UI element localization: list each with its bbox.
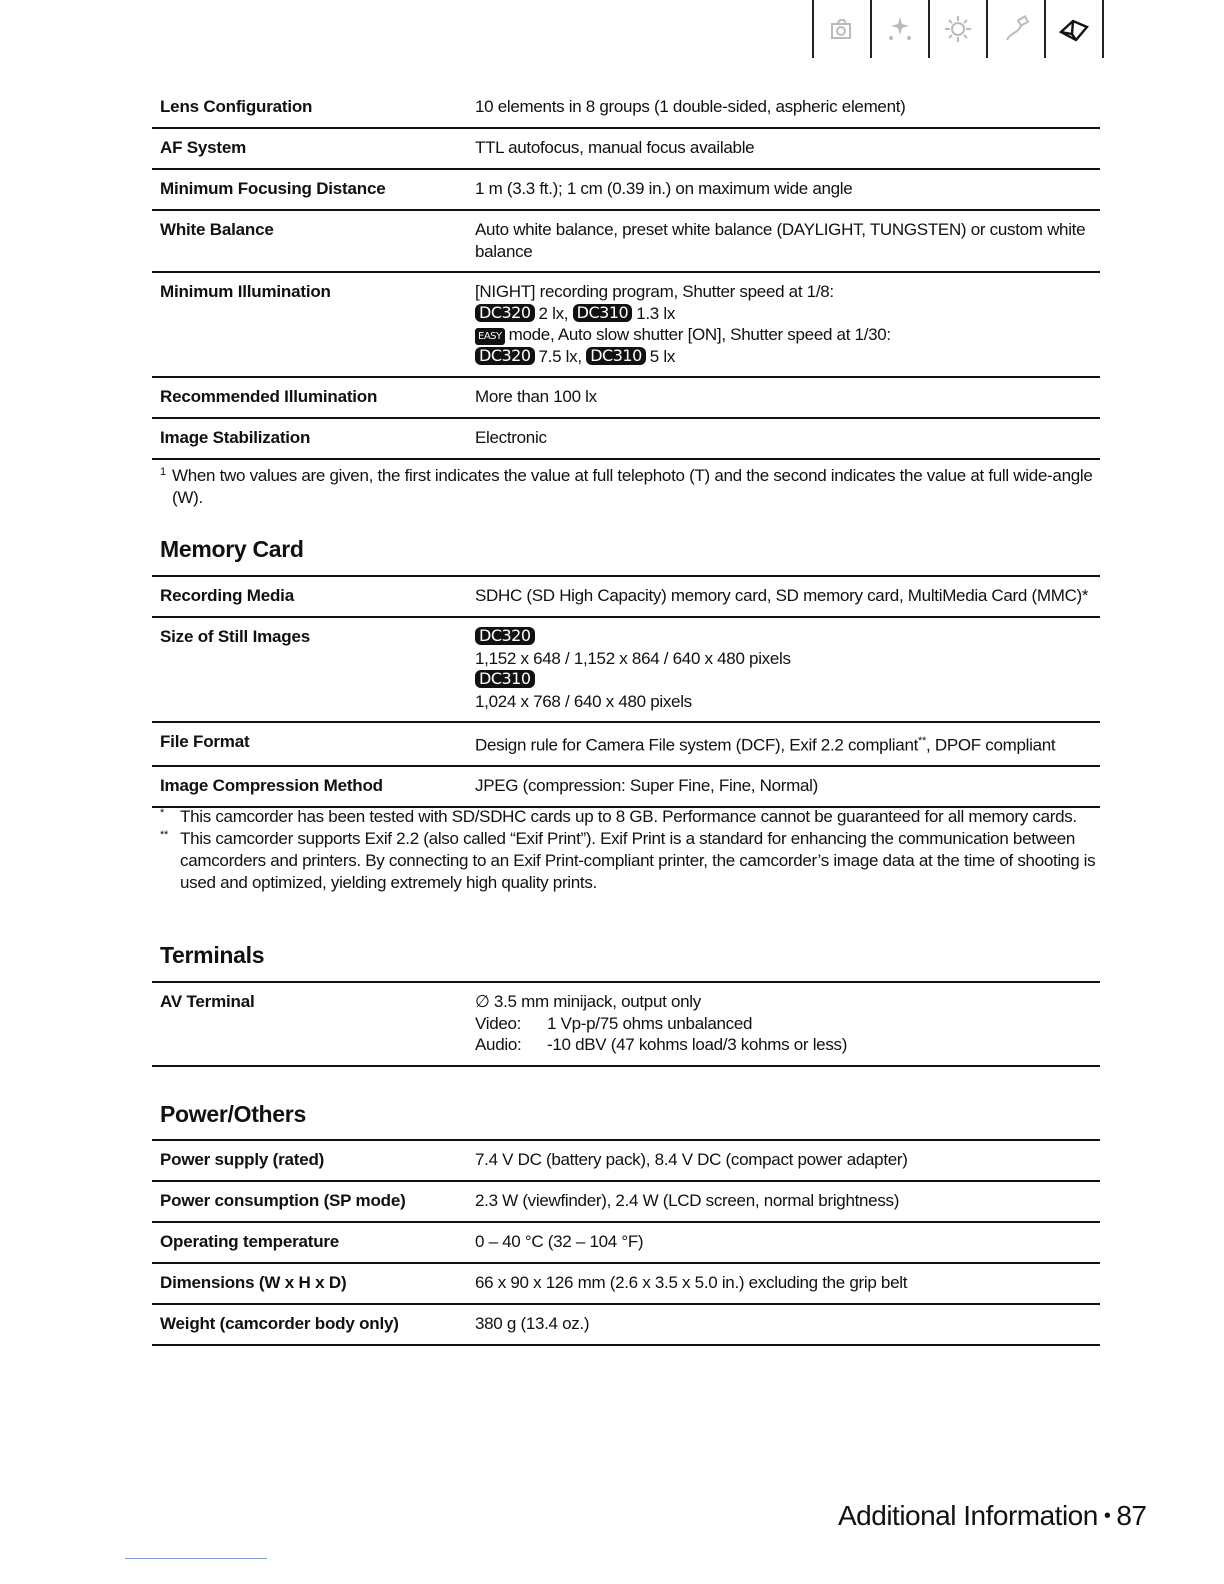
spec-row-white-balance (152, 211, 1100, 273)
camera-icon (812, 0, 870, 58)
spec-value: ∅ 3.5 mm minijack, output only Video: 1 Vp-p/75 ohms unbalanced Audio: -10 dBV (47 kohms load/3 kohms or less) (475, 992, 848, 1054)
spec-value: 0 – 40 °C (32 – 104 °F) (475, 1232, 644, 1251)
spec-row-af-system (152, 129, 1100, 170)
spec-row-operating-temperature (152, 1223, 1100, 1264)
spec-value: 2.3 W (viewfinder), 2.4 W (LCD screen, normal brightness) (475, 1191, 900, 1210)
spec-row-file-format (152, 723, 1100, 767)
spec-label: Minimum Focusing Distance (160, 179, 386, 198)
spec-value: Design rule for Camera File system (DCF), Exif 2.2 compliant**, DPOF compliant (475, 735, 1056, 755)
spec-row-power-consumption (152, 1182, 1100, 1223)
spec-label: Dimensions (W x H x D) (160, 1273, 347, 1292)
spec-row-recommended-illumination (152, 378, 1100, 419)
spec-label: Minimum Illumination (160, 282, 331, 301)
section-title-memory-card: Memory Card (160, 536, 304, 562)
spec-label: Lens Configuration (160, 97, 313, 116)
spec-row-power-supply (152, 1141, 1100, 1182)
dc310-badge: DC310 (586, 347, 646, 365)
spec-value: More than 100 lx (475, 387, 597, 406)
spec-value: JPEG (compression: Super Fine, Fine, Normal) (475, 776, 818, 796)
memory-footnotes (160, 806, 1100, 894)
spec-label: Power supply (rated) (160, 1150, 325, 1169)
spec-label: File Format (160, 732, 250, 751)
spec-row-weight (152, 1305, 1100, 1346)
page-folio (838, 1500, 1147, 1532)
spec-row-av-terminal (152, 983, 1100, 1067)
spec-value: Auto white balance, preset white balance (DAYLIGHT, TUNGSTEN) or custom white balance (475, 220, 1086, 261)
spec-row-min-illumination (152, 273, 1100, 378)
power-spec-table (152, 1139, 1100, 1346)
spec-value: SDHC (SD High Capacity) memory card, SD memory card, MultiMedia Card (MMC)* (475, 586, 1089, 605)
dc310-badge: DC310 (475, 670, 535, 688)
dc320-badge: DC320 (475, 304, 535, 322)
spec-label: AF System (160, 138, 247, 157)
spec-label: Image Stabilization (160, 428, 311, 447)
footnote-exif: ** This camcorder supports Exif 2.2 (also called “Exif Print”). Exif Print is a standard for enhancing the communication between camcorders and printers. By connecting to an Exif Print-compliant printer, the camcorder’s image data at the time of shooting is used and optimized, yielding extremely high quality prints. (160, 829, 1096, 892)
section-title-terminals: Terminals (160, 942, 265, 968)
spec-row-recording-media (152, 577, 1100, 618)
spec-label: AV Terminal (160, 992, 255, 1011)
spec-label: Recording Media (160, 586, 294, 605)
easy-mode-badge: EASY (475, 328, 505, 345)
spec-label: Size of Still Images (160, 627, 310, 646)
folio-bullet: • (1103, 1505, 1111, 1527)
spec-value: TTL autofocus, manual focus available (475, 138, 755, 157)
dc320-badge: DC320 (475, 347, 535, 365)
spec-value: [NIGHT] recording program, Shutter speed at 1/8: DC320 2 lx, DC310 1.3 lx EASY mode, Auto slow shutter [ON], Shutter speed at 1/30: DC320 7.5 lx, DC310 5 lx (475, 282, 891, 366)
memory-spec-table (152, 575, 1100, 808)
spec-value: 10 elements in 8 groups (1 double-sided, aspheric element) (475, 97, 906, 116)
spec-row-lens-configuration (152, 88, 1100, 129)
page-number: 87 (1116, 1500, 1147, 1531)
spec-value: Electronic (475, 428, 547, 447)
spec-row-compression (152, 767, 1100, 808)
spec-row-dimensions (152, 1264, 1100, 1305)
spec-label: White Balance (160, 220, 274, 239)
book-icon (1044, 0, 1104, 58)
spec-row-still-sizes (152, 618, 1100, 723)
spec-value: DC320 1,152 x 648 / 1,152 x 864 / 640 x 480 pixels DC310 1,024 x 768 / 640 x 480 pixels (475, 626, 791, 711)
spec-row-image-stabilization (152, 419, 1100, 460)
lens-spec-table (152, 88, 1100, 460)
spec-label: Recommended Illumination (160, 387, 378, 406)
spec-value: 1 m (3.3 ft.); 1 cm (0.39 in.) on maximum wide angle (475, 179, 853, 198)
footnote-sd-cards: * This camcorder has been tested with SD/SDHC cards up to 8 GB. Performance cannot be guaranteed for all memory cards. (160, 807, 1077, 826)
spec-label: Operating temperature (160, 1232, 340, 1251)
spec-row-min-focusing (152, 170, 1100, 211)
footnote-telephoto: 1 When two values are given, the first indicates the value at full telephoto (T) and the second indicates the value at full wide-angle (W). (160, 466, 1093, 507)
folio-section-name: Additional Information (838, 1500, 1098, 1531)
dc320-badge: DC320 (475, 627, 535, 645)
terminals-spec-table (152, 981, 1100, 1067)
spec-label: Power consumption (SP mode) (160, 1191, 406, 1210)
dc310-badge: DC310 (573, 304, 633, 322)
spec-value: 66 x 90 x 126 mm (2.6 x 3.5 x 5.0 in.) excluding the grip belt (475, 1273, 908, 1292)
spec-label: Image Compression Method (160, 776, 383, 796)
spec-value: 380 g (13.4 oz.) (475, 1314, 590, 1333)
spec-value: 7.4 V DC (battery pack), 8.4 V DC (compact power adapter) (475, 1150, 908, 1169)
chapter-icon-bar (812, 0, 1104, 58)
decorative-rule (125, 1558, 267, 1559)
gear-icon (928, 0, 986, 58)
cable-icon (986, 0, 1044, 58)
spec-label: Weight (camcorder body only) (160, 1314, 399, 1333)
section-title-power-others: Power/Others (160, 1101, 306, 1127)
sparkle-icon (870, 0, 928, 58)
